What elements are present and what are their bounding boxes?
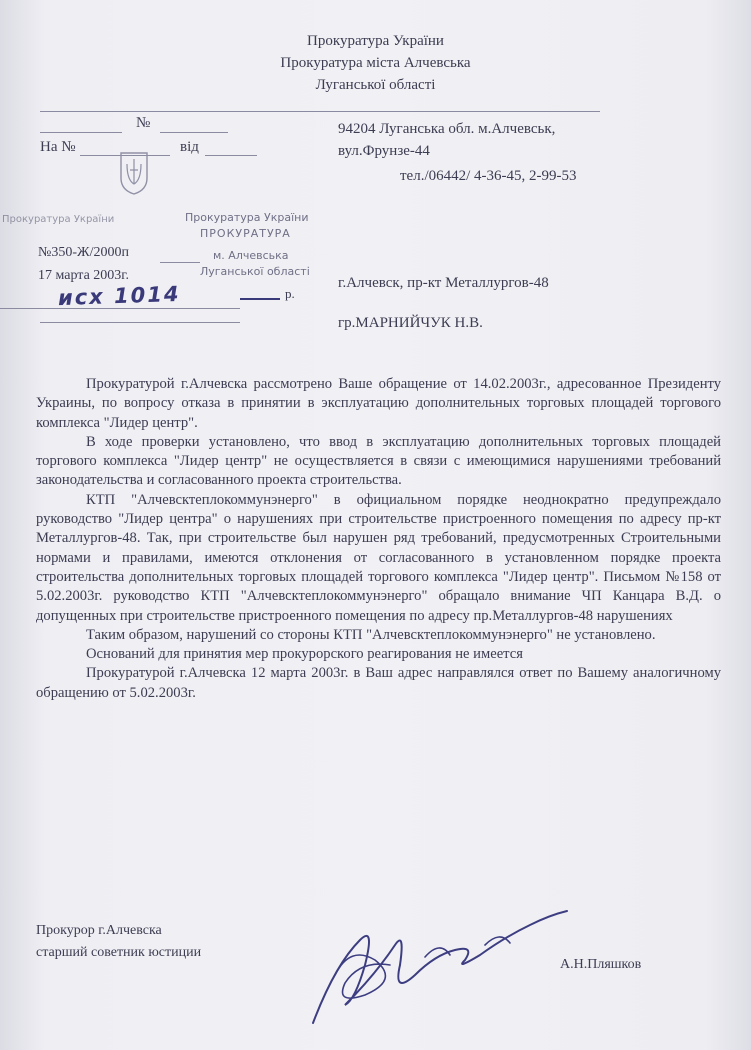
ref-number-line [40, 132, 122, 133]
signer-title-2: старший советник юстиции [36, 945, 202, 960]
stamp-top-right: Прокуратура України [185, 211, 309, 224]
recipient-address: г.Алчевск, пр-кт Металлургов-48 [338, 275, 549, 291]
letter-body [36, 375, 721, 703]
stamp-reg-region: Луганської області [200, 265, 310, 278]
handwritten-dash [240, 298, 280, 300]
body-paragraph-2: В ходе проверки установлено, что ввод в эксплуатацию дополнительных торговых площадей торгового комплекса "Лидер центр" не осуществляется в связи с имеющимися нарушениями требований законодательства и согласованного проекта строительства. [36, 433, 721, 489]
body-paragraph-3: КТП "Алчевсктеплокоммунэнерго" в официальном порядке неоднократно предупреждало руководство "Лидер центра" о нарушениях при строительстве пристроенного помещения по адресу пр-кт Металлургов-48. Так, при строительстве был нарушен ряд требований, предусмотренных Строительными нормами и правилами, имеются отклонения от согласованного в установленном порядке проекта строительства дополнительных торговых площадей торгового комплекса "Лидер центр". Письмом №158 от 5.02.2003г. руководство КТП "Алчевсктеплокоммунэнерго" обращало внимание ЧП Канцара В.Д. о допущенных при строительстве пристроенного помещения по адресу пр.Металлургов-48 нарушениях [36, 491, 721, 624]
stamp-reg-number: №350-Ж/2000п [38, 245, 129, 260]
header-divider [40, 111, 600, 112]
coat-of-arms-emblem [117, 150, 151, 196]
signer-name: А.Н.Пляшков [560, 957, 642, 972]
recipient-name: гр.МАРНИЙЧУК Н.В. [338, 315, 483, 331]
body-paragraph-6: Прокуратурой г.Алчевска 12 марта 2003г. в Ваш адрес направлялся ответ по Вашему аналогичному обращению от 5.02.2003г. [36, 665, 721, 701]
ref-number-line-2 [160, 132, 228, 133]
header-line-1: Прокуратура України [307, 33, 444, 49]
handwritten-signature [305, 905, 575, 1030]
sender-phone: тел./06442/ 4-36-45, 2-99-53 [400, 168, 577, 184]
header-line-3: Луганської області [315, 77, 436, 93]
stamp-underline [0, 308, 240, 309]
body-paragraph-5: Оснований для принятия мер прокурорского реагирования не имеется [86, 646, 523, 663]
handwritten-outgoing-number: исх 1014 [57, 281, 181, 311]
stamp-reg-city: м. Алчевська [213, 249, 289, 262]
stamp-reg-date: 17 марта 2003г. [38, 268, 129, 283]
ref-bottom-line [40, 322, 240, 323]
date-line [205, 155, 257, 156]
stamp-top-left: Прокуратура України [2, 214, 115, 225]
stamp-suffix: р. [285, 286, 295, 301]
body-paragraph-4: Таким образом, нарушений со стороны КТП "Алчевсктеплокоммунэнерго" не установлено. [86, 626, 656, 643]
header-line-2: Прокуратура міста Алчевська [280, 55, 471, 71]
reply-to-label: На № [40, 139, 76, 155]
stamp-line-2: ПРОКУРАТУРА [200, 227, 291, 240]
ref-number-sign: № [136, 115, 151, 131]
sender-address-line-1: 94204 Луганська обл. м.Алчевськ, [338, 121, 556, 137]
stamp-reg-line [160, 262, 200, 263]
body-paragraph-1: Прокуратурой г.Алчевска рассмотрено Ваше обращение от 14.02.2003г., адресованное Президенту Украины, по вопросу отказа в принятии в эксплуатацию дополнительных торговых площадей торгового комплекса "Лидер центр". [36, 376, 721, 431]
date-label: від [180, 139, 199, 155]
sender-address-line-2: вул.Фрунзе-44 [338, 143, 430, 159]
signer-title-1: Прокурор г.Алчевска [36, 923, 162, 938]
